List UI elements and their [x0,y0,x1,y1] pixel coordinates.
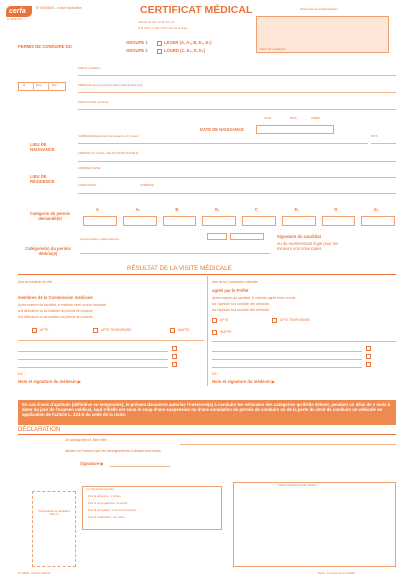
code-postal-label: CODE POSTAL [78,184,97,187]
left-apte-temp-checkbox[interactable] [93,328,98,333]
footer-right: Recto : À remplir par le candidat [318,572,356,575]
categorie-label-2: B [175,207,179,212]
categorie-box-1[interactable] [123,216,157,226]
categorie-box-5[interactable] [282,216,316,226]
date-jour-label: JOUR [264,117,272,120]
left-p3: à la délivrance ou au maintien du permis de conduire [18,315,93,319]
categorie-label-6: D [334,207,338,212]
date-obtention-field-1[interactable] [207,233,227,240]
sexe-mlle: Mlle [52,84,57,87]
left-opt2-checkbox[interactable] [172,354,177,359]
photo-box-label: Photographie du candidat à coller ici [38,510,70,517]
prenoms-field[interactable] [78,92,396,93]
right-head: Avis de la Commission médicale [212,280,258,284]
left-sub: membres de la Commission médicale [18,295,93,300]
categorie-box-0[interactable] [83,216,117,226]
categorie-label-4: C [254,207,258,212]
signature-candidat-note: ou du représentant légal pour les mineurs non émancipés [277,241,339,252]
sexe-m: M [23,84,26,87]
left-inapte-label: INAPTE [178,328,190,332]
categorie-box-2[interactable] [163,216,197,226]
categorie-label-3: E₁ [215,207,220,212]
commune-naissance-field[interactable] [78,143,368,144]
cerfa-logo-text: cerfa [9,8,26,15]
lieu-residence-label: LIEU DE RÉSIDENCE [30,174,55,185]
right-apte-temp-label: APTE TEMPORAIRE [280,318,311,322]
declaration-title: DÉCLARATION [18,427,61,433]
categorie-box-4[interactable] [242,216,276,226]
resultat-title: RÉSULTAT DE LA VISITE MÉDICALE [127,265,232,272]
prenoms-label: PRÉNOMS (tous les prénoms dans l'ordre de l'état civil) [78,84,143,87]
signature-candidat-label: Signature du candidat [277,234,321,239]
right-opt2-checkbox[interactable] [366,354,371,359]
left-opt1-checkbox[interactable] [172,346,177,351]
date-naissance-field[interactable] [256,125,334,134]
categorie-label-1: A₁ [135,207,141,212]
right-sub: agréé par le Préfet [212,288,249,293]
photo-box[interactable] [32,491,76,567]
code-commune-field[interactable] [78,193,396,194]
groupe2-label: GROUPE 2 [126,48,148,53]
left-apte-label: APTE [40,328,49,332]
right-apte-checkbox[interactable] [212,318,217,323]
form-title: CERTIFICAT MÉDICAL [140,4,253,16]
right-opt3-checkbox[interactable] [366,362,371,367]
adresse-field[interactable] [78,161,396,162]
sexe-mme: Mme [36,84,42,87]
declaration-line1: Je soussigné(e) M. Mme Mlle [65,438,107,442]
right-p2: sur l'aptitude à la conduite des véhicules [212,302,270,306]
lieu-naissance-label: LIEU DE NAISSANCE [30,142,55,153]
declaration-line2: déclare sur l'honneur que les renseignements ci-dessus sont exacts [65,449,161,453]
right-inapte-checkbox[interactable] [212,330,217,335]
date-obtention-label: Si permis détenu, date d'obtention [80,238,120,241]
articles-line1: Articles R 221-10, R 221-14 [138,20,175,24]
date-obtention-field-2[interactable] [230,233,264,240]
date-mois-label: MOIS [290,117,297,120]
groupe1-label: GROUPE 1 [126,40,148,45]
left-apte-temp-label: APTE TEMPORAIRE [101,328,132,332]
nom-usage-field[interactable] [78,109,396,110]
sexe-box[interactable] [18,82,66,91]
date-naissance-label: DATE DE NAISSANCE [200,127,244,132]
right-signature-medecin: Nom et signature du médecin ▶ [212,379,276,384]
right-p3: sur l'aptitude à la conduite des véhicules [212,308,270,312]
right-opt1-checkbox[interactable] [366,346,371,351]
pays-label: PAYS [371,135,378,138]
categorie-label-5: E₁ [294,207,300,212]
left-opt3-checkbox[interactable] [172,362,177,367]
date-annee-label: ANNÉE [311,117,320,120]
permis-label: PERMIS DE CONDUIRE DU [18,44,72,49]
left-signature-medecin: Nom et signature du médecin ▶ [18,379,82,384]
commune-naissance-label: COMMUNE (Département de naissance, s'il y a lieu) [78,135,139,138]
documents-item-2: Pour le renouvellement : le permis [88,502,128,505]
left-head: Avis du médecin de ville [18,280,53,284]
left-inapte-checkbox[interactable] [170,328,175,333]
adresse-label: ADRESSE (N° et RUE, LIEU-DIT, BOÎTE POSTALE) [78,152,139,155]
cachet-label: Cachet professionnel du médecin [278,484,317,487]
warning-text: En cas d'avis d'aptitude (définitive ou temporaire), le présent document autorise l'intéressé(e) à conduire les véhicules des catégories qu'il/elle détient, pendant un délai de 2 mois à dater du jour de l'examen médical, sauf s'il/elle est sous le coup d'une suspension ou d'une annulation du permis de conduire ou de la perte du droit de conduire un véhicule en application de l'article L. 223-5 du code de la route. [22,402,390,418]
left-p2: à la délivrance ou au maintien du permis de conduire [18,309,93,313]
groupe2-checkbox[interactable] [157,49,162,54]
prefecture-stamp-label: Cachet de la préfecture [259,48,286,51]
articles-line2: et R 226-1 à 226-3 du Code de la route [138,26,188,30]
nom-field[interactable] [78,75,396,76]
left-le-label: Le : [18,371,25,376]
admin-reserved-label: Partie réservée à l'administration [300,8,338,11]
declaration-name-field[interactable] [180,444,396,445]
categorie-demandee-label: Catégorie du permis demandé(e) [29,211,71,222]
groupe1-text: LÉGER (A, A₁, B, E₁, E₂) [164,40,212,45]
categorie-row [80,207,398,229]
pays-field[interactable] [371,143,396,144]
nom-usage-label: NOM D'USAGE (éventuel) [78,101,109,104]
left-apte-checkbox[interactable] [32,328,37,333]
categorie-label-7: E₂ [374,207,379,212]
left-p1: Après examen du candidat, le médecin émet un avis favorable [18,303,107,307]
right-inapte-label: INAPTE [220,330,232,334]
right-le-label: Le : [212,371,219,376]
documents-box [82,486,222,530]
groupe1-checkbox[interactable] [157,41,162,46]
right-apte-label: APTE [220,318,229,322]
categorie-label-0: A [95,207,99,212]
notice-ref: N° 50008#01 - notice explicative [36,6,82,10]
nom-label: NOM (en capitales) [78,67,101,70]
documents-item-1: Pour la délivrance : 2 photos [88,495,121,498]
right-p1: Après examen du candidat, le médecin agréé émet un avis [212,296,296,300]
documents-item-4: Pour la modification : voir notice [88,516,125,519]
cerfa-number: N° 11247*01 [7,18,22,21]
cachet-box[interactable] [233,482,396,567]
categorie-detenue-field[interactable] [80,253,270,254]
right-apte-temp-checkbox[interactable] [272,318,277,323]
documents-title: Les documents à joindre [86,488,115,491]
adresse2-field[interactable] [78,177,396,178]
documents-item-3: Pour la prorogation : le permis et 2 photos [88,509,137,512]
categorie-box-3[interactable] [202,216,236,226]
adresse2-label: ADRESSE (SUITE) [78,167,101,170]
declaration-signature-field[interactable] [110,466,170,467]
categorie-box-7[interactable] [361,216,395,226]
groupe2-text: LOURD (C, E₁, D, E₂) [164,48,206,53]
categorie-detenue-label: Catégorie(s) du permis détenu(e) [25,246,71,257]
commune-label: COMMUNE [140,184,154,187]
footer-left: N° 50008 - Imprimé national [18,572,51,575]
declaration-signature: Signature ▶ [80,461,104,466]
categorie-box-6[interactable] [322,216,356,226]
